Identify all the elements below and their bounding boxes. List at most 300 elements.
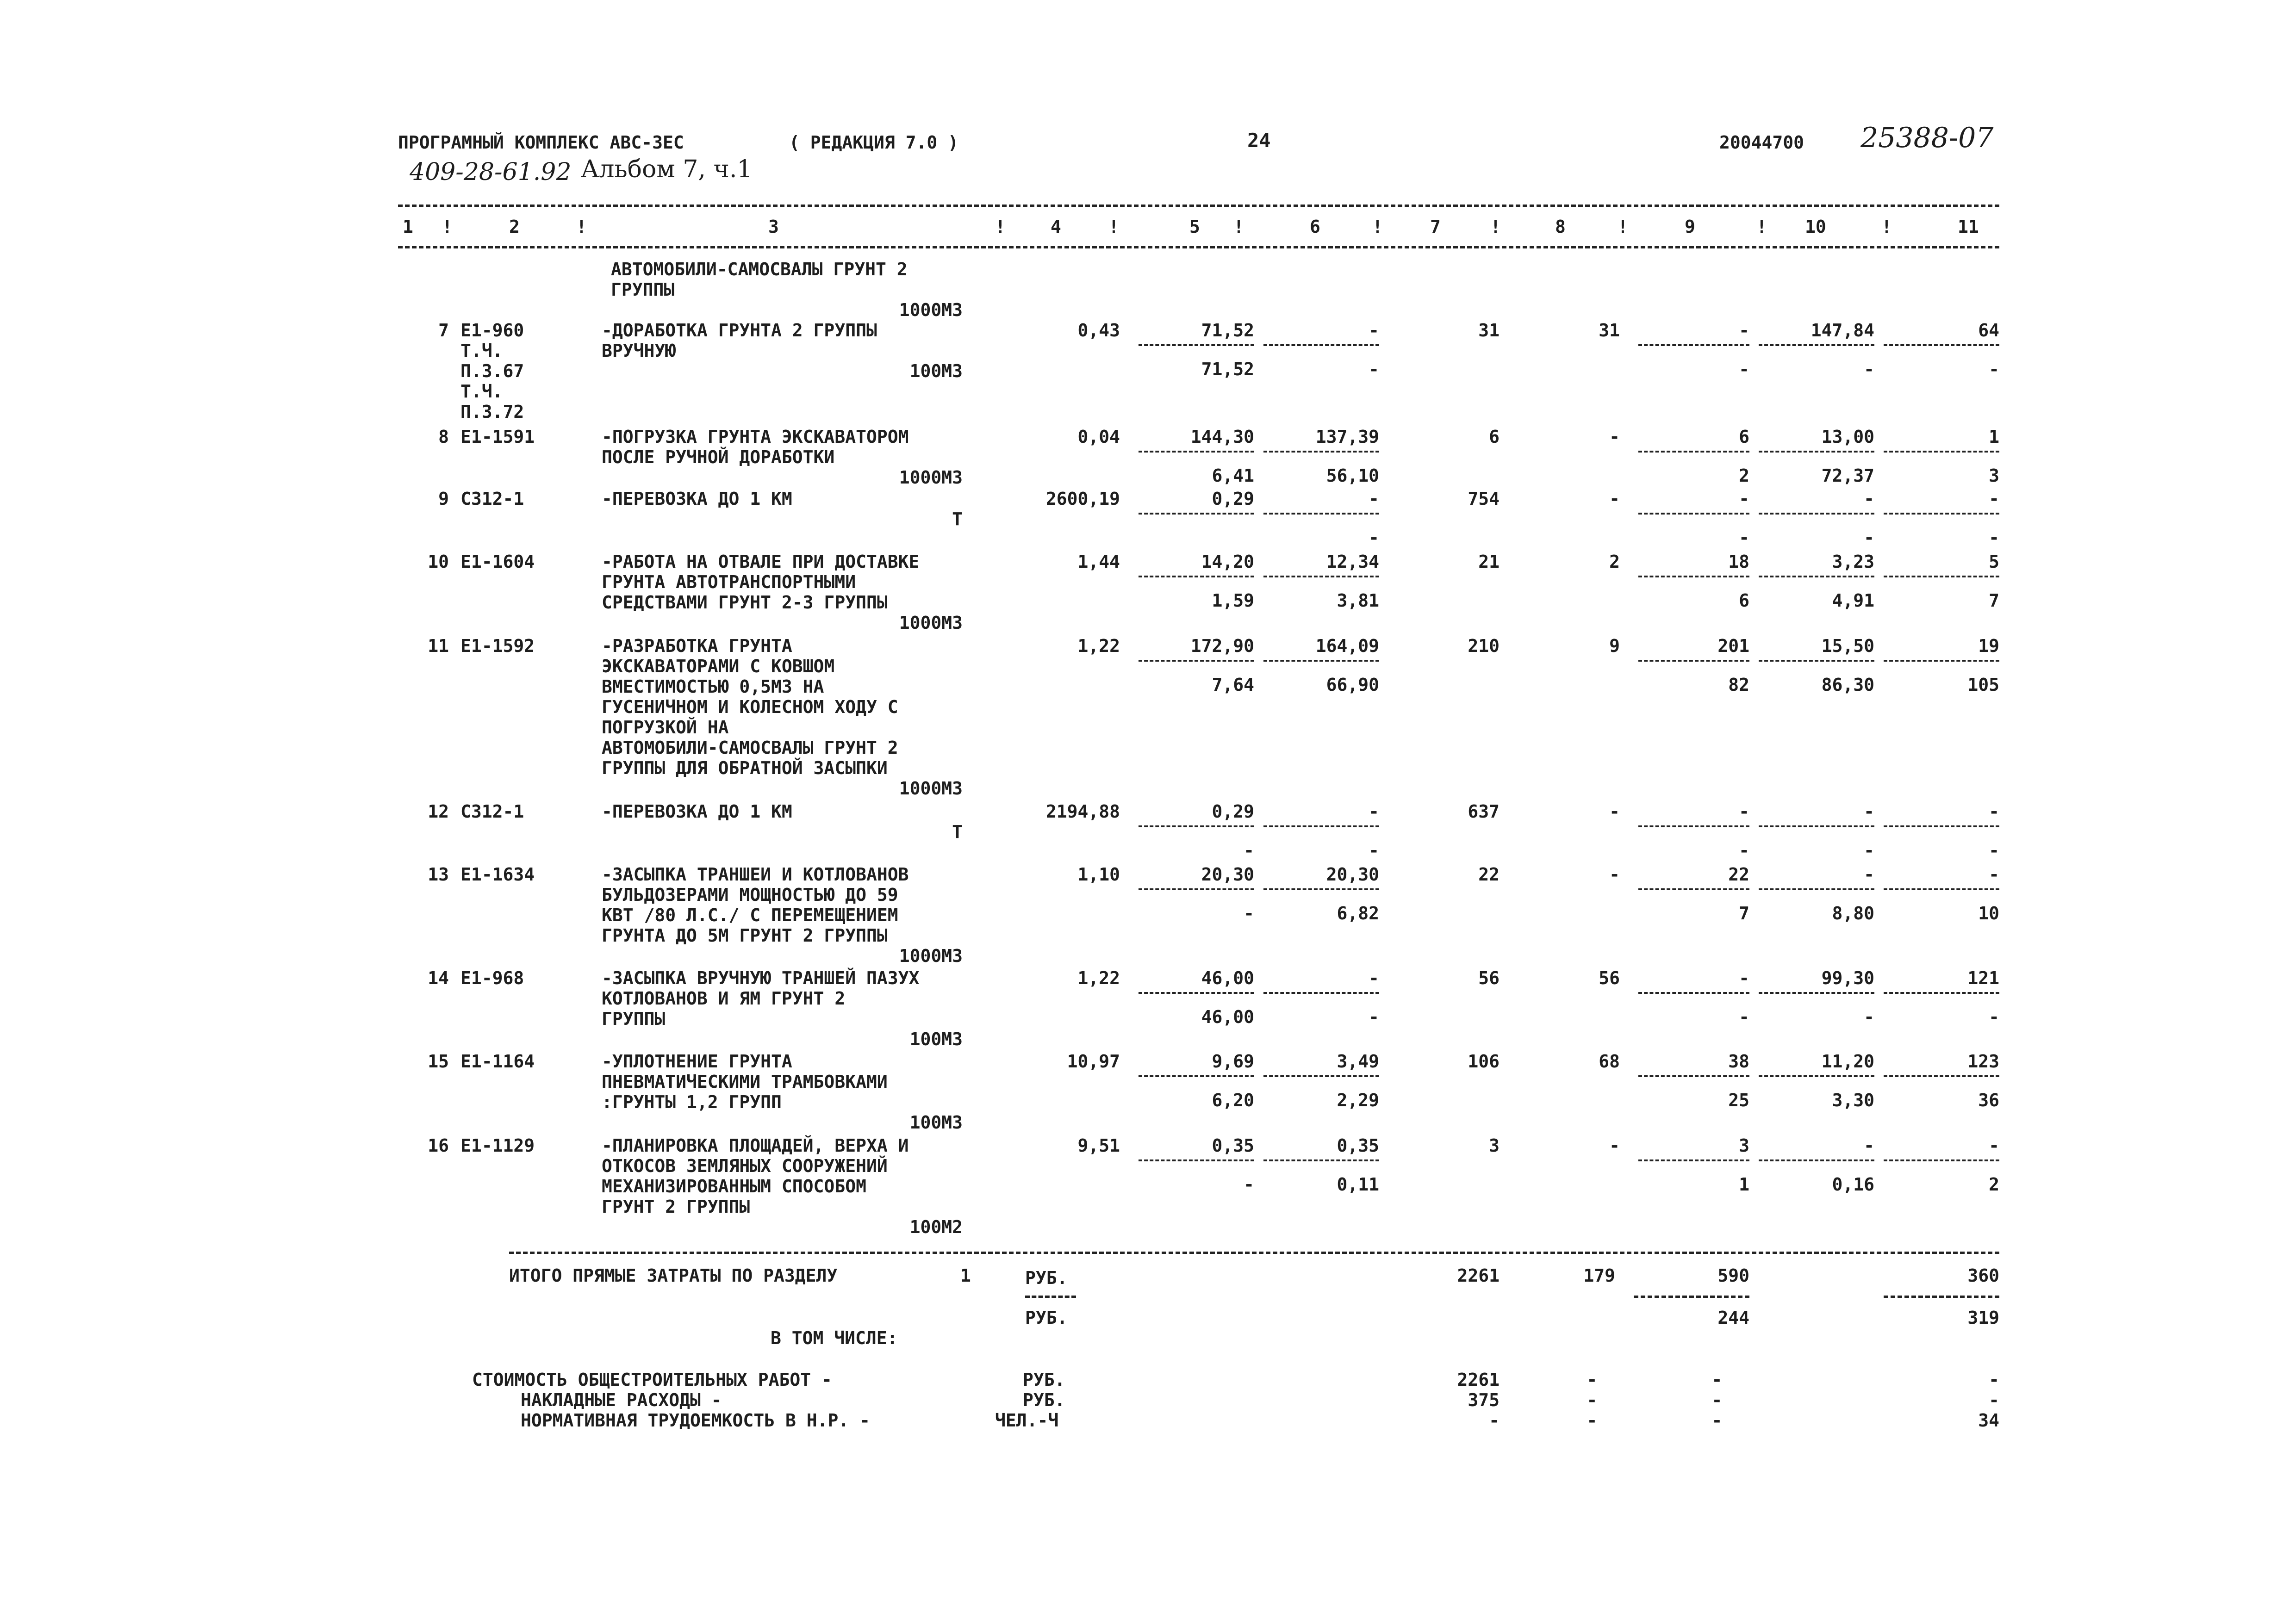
summary-unit-2: РУБ.	[1023, 1390, 1065, 1410]
row-separator-c5	[1139, 1159, 1254, 1161]
col9-bottom: -	[1739, 840, 1749, 861]
row-separator-c6	[1263, 825, 1379, 827]
col11-top: -	[1989, 864, 1999, 885]
col9-top: 38	[1728, 1051, 1749, 1072]
col11-bottom: 36	[1978, 1090, 1999, 1110]
col10-top: -	[1864, 1135, 1874, 1156]
col9-bottom: 7	[1739, 903, 1749, 924]
column-number: 8	[1555, 217, 1566, 237]
col8-value: -	[1609, 489, 1620, 509]
row-code: Е1-1591	[460, 427, 535, 447]
row-separator-c5	[1139, 992, 1254, 994]
row-code: Т.Ч.	[460, 341, 503, 361]
row-separator-c9	[1638, 344, 1749, 346]
row-unit: 1000М3	[899, 300, 963, 320]
col6-bottom: 6,82	[1337, 903, 1379, 924]
col6-top: 0,35	[1337, 1135, 1379, 1156]
col10-bottom: 86,30	[1821, 675, 1874, 695]
row-description: ВМЕСТИМОСТЬЮ 0,5М3 НА	[602, 676, 824, 697]
totals-rule	[509, 1252, 1999, 1254]
intro-line: ГРУППЫ	[611, 279, 675, 300]
row-unit: 1000М3	[899, 778, 963, 799]
col11-bottom: 2	[1989, 1174, 1999, 1195]
col11-top: 19	[1978, 636, 1999, 656]
column-separator: !	[1756, 217, 1767, 237]
col5-top: 9,69	[1212, 1051, 1254, 1072]
col6-bottom: 2,29	[1337, 1090, 1379, 1110]
row-number: 10	[428, 552, 449, 572]
row-unit: 100М3	[909, 1029, 963, 1049]
col7-value: 6	[1489, 427, 1500, 447]
row-code: Е1-1164	[460, 1051, 535, 1072]
col8-value: 31	[1599, 320, 1620, 341]
col8-value: 68	[1599, 1051, 1620, 1072]
col4-value: 1,10	[1077, 864, 1120, 885]
summary-col8-3: -	[1587, 1410, 1598, 1431]
page-number: 24	[1247, 129, 1271, 152]
header-rule-top	[398, 205, 1999, 207]
row-unit: Т	[952, 509, 963, 529]
totals-col11-top: 360	[1967, 1265, 1999, 1286]
col6-top: 3,49	[1337, 1051, 1379, 1072]
column-number: 5	[1189, 217, 1200, 237]
row-code: Е1-1634	[460, 864, 535, 885]
column-separator: !	[995, 217, 1006, 237]
col10-top: 3,23	[1832, 552, 1874, 572]
col6-bottom: -	[1369, 1007, 1379, 1027]
col9-top: 6	[1739, 427, 1749, 447]
col6-top: -	[1369, 320, 1379, 341]
col4-value: 2600,19	[1045, 489, 1120, 509]
summary-col11-2: -	[1989, 1390, 1999, 1410]
document-code: 20044700	[1719, 132, 1804, 153]
row-separator-c5	[1139, 451, 1254, 453]
row-separator-c6	[1263, 1075, 1379, 1077]
row-description: :ГРУНТЫ 1,2 ГРУПП	[602, 1092, 782, 1112]
col9-top: 3	[1739, 1135, 1749, 1156]
col8-value: -	[1609, 427, 1620, 447]
col8-value: 9	[1609, 636, 1620, 656]
row-code: Е1-968	[460, 968, 524, 988]
col11-bottom: 105	[1967, 675, 1999, 695]
row-separator-c6	[1263, 888, 1379, 890]
totals-col9-top: 590	[1717, 1265, 1749, 1286]
summary-col8-2: -	[1587, 1390, 1598, 1410]
row-unit: 1000М3	[899, 613, 963, 633]
col11-bottom: 10	[1978, 903, 1999, 924]
intro-line: АВТОМОБИЛИ-САМОСВАЛЫ ГРУНТ 2	[611, 259, 908, 279]
row-code: П.3.67	[460, 361, 524, 381]
col11-top: 5	[1989, 552, 1999, 572]
col4-value: 0,04	[1077, 427, 1120, 447]
col10-bottom: -	[1864, 840, 1874, 861]
col11-top: 64	[1978, 320, 1999, 341]
row-code: Е1-960	[460, 320, 524, 341]
row-separator-c9	[1638, 451, 1749, 453]
col7-value: 210	[1468, 636, 1500, 656]
row-separator-c5	[1139, 576, 1254, 577]
row-number: 16	[428, 1135, 449, 1156]
row-separator-c11	[1884, 451, 1999, 453]
row-separator-c10	[1759, 451, 1874, 453]
col9-top: 201	[1717, 636, 1749, 656]
col4-value: 1,44	[1077, 552, 1120, 572]
row-separator-c9	[1638, 825, 1749, 827]
col6-bottom: 56,10	[1326, 465, 1379, 486]
album-label: Альбом 7, ч.1	[581, 155, 753, 183]
row-separator-c5	[1139, 888, 1254, 890]
col7-value: 754	[1468, 489, 1500, 509]
row-number: 12	[428, 801, 449, 822]
col7-value: 31	[1478, 320, 1500, 341]
row-description: -РАЗРАБОТКА ГРУНТА	[602, 636, 792, 656]
row-separator-c6	[1263, 344, 1379, 346]
row-separator-c9	[1638, 992, 1749, 994]
col9-bottom: -	[1739, 1007, 1749, 1027]
column-number: 7	[1430, 217, 1441, 237]
row-number: 9	[438, 489, 449, 509]
column-separator: !	[576, 217, 587, 237]
col6-bottom: -	[1369, 840, 1379, 861]
totals-col8: 179	[1583, 1265, 1615, 1286]
totals-unit-2: РУБ.	[1025, 1308, 1068, 1328]
program-title: ПРОГРАМНЫЙ КОМПЛЕКС АВС-ЗЕС	[398, 132, 684, 153]
row-unit: 100М3	[909, 1112, 963, 1133]
col5-bottom: -	[1244, 840, 1254, 861]
summary-col11-1: -	[1989, 1370, 1999, 1390]
col6-top: 137,39	[1315, 427, 1379, 447]
col5-bottom: 6,20	[1212, 1090, 1254, 1110]
column-number: 11	[1958, 217, 1979, 237]
row-separator-c9	[1638, 888, 1749, 890]
col4-value: 10,97	[1067, 1051, 1120, 1072]
row-separator-c11	[1884, 576, 1999, 577]
row-description: АВТОМОБИЛИ-САМОСВАЛЫ ГРУНТ 2	[602, 738, 898, 758]
row-code: П.3.72	[460, 402, 524, 422]
col4-value: 1,22	[1077, 636, 1120, 656]
col6-top: -	[1369, 801, 1379, 822]
summary-label-2: НАКЛАДНЫЕ РАСХОДЫ -	[521, 1390, 722, 1410]
col11-top: 121	[1967, 968, 1999, 988]
row-description: -ДОРАБОТКА ГРУНТА 2 ГРУППЫ	[602, 320, 877, 341]
summary-col8-1: -	[1587, 1370, 1598, 1390]
totals-label: ИТОГО ПРЯМЫЕ ЗАТРАТЫ ПО РАЗДЕЛУ	[509, 1265, 838, 1286]
col5-bottom: 71,52	[1201, 359, 1254, 379]
document-number: 25388-07	[1860, 122, 1994, 154]
col10-top: 11,20	[1821, 1051, 1874, 1072]
col11-top: -	[1989, 801, 1999, 822]
row-separator-c9	[1638, 576, 1749, 577]
col4-value: 9,51	[1077, 1135, 1120, 1156]
col7-value: 637	[1468, 801, 1500, 822]
row-separator-c9	[1638, 513, 1749, 515]
col5-top: 144,30	[1190, 427, 1254, 447]
col10-bottom: -	[1864, 359, 1874, 379]
col5-top: 0,35	[1212, 1135, 1254, 1156]
col7-value: 56	[1478, 968, 1500, 988]
row-separator-c5	[1139, 660, 1254, 662]
header-rule-bottom	[398, 246, 1999, 248]
column-number: 6	[1310, 217, 1320, 237]
col5-top: 71,52	[1201, 320, 1254, 341]
row-code: Е1-1592	[460, 636, 535, 656]
row-unit: 1000М3	[899, 946, 963, 966]
summary-col7-3: -	[1489, 1410, 1500, 1431]
row-description: ПОСЛЕ РУЧНОЙ ДОРАБОТКИ	[602, 447, 835, 467]
summary-col9-1: -	[1711, 1370, 1723, 1390]
totals-col9-bottom: 244	[1717, 1308, 1749, 1328]
col6-bottom: -	[1369, 527, 1379, 548]
row-separator-c10	[1759, 1075, 1874, 1077]
row-description: ГУСЕНИЧНОМ И КОЛЕСНОМ ХОДУ С	[602, 697, 898, 717]
row-separator-c11	[1884, 825, 1999, 827]
row-code: Т.Ч.	[460, 381, 503, 402]
row-number: 15	[428, 1051, 449, 1072]
row-description: -ПЛАНИРОВКА ПЛОЩАДЕЙ, ВЕРХА И	[602, 1135, 909, 1156]
edition-label: ( РЕДАКЦИЯ 7.0 )	[789, 132, 959, 153]
col11-bottom: 7	[1989, 590, 1999, 611]
row-description: -ЗАСЫПКА ТРАНШЕИ И КОТЛОВАНОВ	[602, 864, 909, 885]
row-separator-c6	[1263, 992, 1379, 994]
row-description: ГРУППЫ ДЛЯ ОБРАТНОЙ ЗАСЫПКИ	[602, 758, 888, 778]
summary-col11-3: 34	[1978, 1410, 1999, 1431]
row-separator-c11	[1884, 992, 1999, 994]
row-separator-c5	[1139, 825, 1254, 827]
row-number: 14	[428, 968, 449, 988]
project-number: 409-28-61.92	[410, 158, 572, 186]
row-separator-c9	[1638, 1075, 1749, 1077]
col8-value: 56	[1599, 968, 1620, 988]
col5-bottom: 6,41	[1212, 465, 1254, 486]
col10-top: 147,84	[1811, 320, 1874, 341]
summary-unit-3: ЧЕЛ.-Ч	[995, 1410, 1059, 1431]
col4-value: 2194,88	[1045, 801, 1120, 822]
column-number: 1	[403, 217, 413, 237]
row-separator-c11	[1884, 513, 1999, 515]
col5-top: 46,00	[1201, 968, 1254, 988]
totals-unit-1: РУБ.	[1025, 1268, 1068, 1288]
col5-top: 20,30	[1201, 864, 1254, 885]
col10-top: -	[1864, 864, 1874, 885]
row-number: 13	[428, 864, 449, 885]
col9-bottom: -	[1739, 359, 1749, 379]
totals-sep-col11	[1884, 1296, 1999, 1298]
column-number: 10	[1805, 217, 1826, 237]
col4-value: 1,22	[1077, 968, 1120, 988]
totals-col11-bottom: 319	[1967, 1308, 1999, 1328]
col9-top: -	[1739, 968, 1749, 988]
col8-value: -	[1609, 1135, 1620, 1156]
row-separator-c11	[1884, 344, 1999, 346]
col7-value: 106	[1468, 1051, 1500, 1072]
totals-sep-col9	[1634, 1296, 1749, 1298]
column-separator: !	[1490, 217, 1501, 237]
row-separator-c11	[1884, 1075, 1999, 1077]
column-separator: !	[1881, 217, 1892, 237]
row-separator-c6	[1263, 576, 1379, 577]
row-separator-c10	[1759, 1159, 1874, 1161]
col9-bottom: 6	[1739, 590, 1749, 611]
row-description: БУЛЬДОЗЕРАМИ МОЩНОСТЬЮ ДО 59	[602, 885, 898, 905]
column-separator: !	[1233, 217, 1244, 237]
row-number: 11	[428, 636, 449, 656]
col5-top: 0,29	[1212, 801, 1254, 822]
row-code: Е1-1604	[460, 552, 535, 572]
col5-top: 0,29	[1212, 489, 1254, 509]
col6-bottom: 66,90	[1326, 675, 1379, 695]
column-separator: !	[1372, 217, 1383, 237]
col9-bottom: 82	[1728, 675, 1749, 695]
col6-top: -	[1369, 968, 1379, 988]
col9-bottom: 1	[1739, 1174, 1749, 1195]
row-separator-c10	[1759, 992, 1874, 994]
row-code: С312-1	[460, 801, 524, 822]
column-number: 3	[768, 217, 779, 237]
column-separator: !	[1108, 217, 1119, 237]
row-separator-c6	[1263, 451, 1379, 453]
col6-top: 20,30	[1326, 864, 1379, 885]
col11-bottom: 3	[1989, 465, 1999, 486]
row-description: ГРУНТА АВТОТРАНСПОРТНЫМИ	[602, 572, 856, 592]
row-description: ПОГРУЗКОЙ НА	[602, 717, 729, 738]
row-separator-c11	[1884, 1159, 1999, 1161]
row-separator-c6	[1263, 660, 1379, 662]
col5-bottom: -	[1244, 1174, 1254, 1195]
row-unit: 100М3	[909, 361, 963, 381]
row-description: КВТ /80 Л.С./ С ПЕРЕМЕЩЕНИЕМ	[602, 905, 898, 925]
col9-bottom: -	[1739, 527, 1749, 548]
col10-top: 15,50	[1821, 636, 1874, 656]
col10-bottom: 3,30	[1832, 1090, 1874, 1110]
summary-col9-3: -	[1711, 1410, 1723, 1431]
col9-top: -	[1739, 489, 1749, 509]
row-separator-c10	[1759, 576, 1874, 577]
row-separator-c5	[1139, 344, 1254, 346]
col6-bottom: 3,81	[1337, 590, 1379, 611]
row-separator-c11	[1884, 660, 1999, 662]
col11-bottom: -	[1989, 359, 1999, 379]
row-description: ГРУНТ 2 ГРУППЫ	[602, 1197, 750, 1217]
row-unit: 1000М3	[899, 467, 963, 488]
row-separator-c10	[1759, 660, 1874, 662]
col10-top: 13,00	[1821, 427, 1874, 447]
col8-value: -	[1609, 801, 1620, 822]
col10-bottom: 4,91	[1832, 590, 1874, 611]
col7-value: 22	[1478, 864, 1500, 885]
col9-bottom: 2	[1739, 465, 1749, 486]
col7-value: 3	[1489, 1135, 1500, 1156]
row-description: СРЕДСТВАМИ ГРУНТ 2-3 ГРУППЫ	[602, 592, 888, 613]
row-description: МЕХАНИЗИРОВАННЫМ СПОСОБОМ	[602, 1176, 866, 1197]
row-separator-c9	[1638, 1159, 1749, 1161]
column-number: 9	[1685, 217, 1695, 237]
row-separator-c6	[1263, 1159, 1379, 1161]
row-description: ПНЕВМАТИЧЕСКИМИ ТРАМБОВКАМИ	[602, 1072, 888, 1092]
col5-bottom: 1,59	[1212, 590, 1254, 611]
col9-top: 18	[1728, 552, 1749, 572]
col11-bottom: -	[1989, 1007, 1999, 1027]
totals-section: 1	[960, 1265, 971, 1286]
row-separator-c5	[1139, 513, 1254, 515]
column-number: 2	[509, 217, 520, 237]
summary-col9-2: -	[1711, 1390, 1723, 1410]
col6-top: 164,09	[1315, 636, 1379, 656]
col4-value: 0,43	[1077, 320, 1120, 341]
row-description: -РАБОТА НА ОТВАЛЕ ПРИ ДОСТАВКЕ	[602, 552, 920, 572]
row-number: 7	[438, 320, 449, 341]
col6-top: -	[1369, 489, 1379, 509]
col10-bottom: -	[1864, 1007, 1874, 1027]
summary-label-3: НОРМАТИВНАЯ ТРУДОЕМКОСТЬ В Н.Р. -	[521, 1410, 870, 1431]
col11-bottom: -	[1989, 840, 1999, 861]
col9-top: -	[1739, 801, 1749, 822]
col6-bottom: 0,11	[1337, 1174, 1379, 1195]
col11-bottom: -	[1989, 527, 1999, 548]
row-separator-c6	[1263, 513, 1379, 515]
col10-bottom: 72,37	[1821, 465, 1874, 486]
col10-bottom: -	[1864, 527, 1874, 548]
row-description: КОТЛОВАНОВ И ЯМ ГРУНТ 2	[602, 988, 846, 1009]
summary-label-1: СТОИМОСТЬ ОБЩЕСТРОИТЕЛЬНЫХ РАБОТ -	[472, 1370, 832, 1390]
row-code: Е1-1129	[460, 1135, 535, 1156]
column-separator: !	[442, 217, 453, 237]
col6-bottom: -	[1369, 359, 1379, 379]
col10-top: -	[1864, 801, 1874, 822]
col10-bottom: 8,80	[1832, 903, 1874, 924]
row-unit: 100М2	[909, 1217, 963, 1237]
row-description: ВРУЧНУЮ	[602, 341, 676, 361]
col9-bottom: 25	[1728, 1090, 1749, 1110]
summary-col7-1: 2261	[1457, 1370, 1500, 1390]
col6-top: 12,34	[1326, 552, 1379, 572]
row-number: 8	[438, 427, 449, 447]
col7-value: 21	[1478, 552, 1500, 572]
row-separator-c5	[1139, 1075, 1254, 1077]
col10-top: -	[1864, 489, 1874, 509]
including-label: В ТОМ ЧИСЛЕ:	[771, 1328, 898, 1348]
col5-top: 172,90	[1190, 636, 1254, 656]
row-separator-c9	[1638, 660, 1749, 662]
col9-top: 22	[1728, 864, 1749, 885]
row-separator-c11	[1884, 888, 1999, 890]
row-description: ЭКСКАВАТОРАМИ С КОВШОМ	[602, 656, 835, 676]
col5-bottom: 7,64	[1212, 675, 1254, 695]
row-description: -УПЛОТНЕНИЕ ГРУНТА	[602, 1051, 792, 1072]
col10-bottom: 0,16	[1832, 1174, 1874, 1195]
col10-top: 99,30	[1821, 968, 1874, 988]
column-separator: !	[1618, 217, 1628, 237]
col11-top: -	[1989, 489, 1999, 509]
row-unit: Т	[952, 822, 963, 842]
col11-top: 123	[1967, 1051, 1999, 1072]
row-separator-c10	[1759, 513, 1874, 515]
column-number: 4	[1051, 217, 1061, 237]
row-separator-c10	[1759, 825, 1874, 827]
summary-col7-2: 375	[1468, 1390, 1500, 1410]
col8-value: 2	[1609, 552, 1620, 572]
col11-top: -	[1989, 1135, 1999, 1156]
col5-top: 14,20	[1201, 552, 1254, 572]
row-description: ОТКОСОВ ЗЕМЛЯНЫХ СООРУЖЕНИЙ	[602, 1156, 888, 1176]
row-separator-c10	[1759, 344, 1874, 346]
row-description: ГРУНТА ДО 5М ГРУНТ 2 ГРУППЫ	[602, 925, 888, 946]
row-description: ГРУППЫ	[602, 1009, 666, 1029]
col9-top: -	[1739, 320, 1749, 341]
row-description: -ПЕРЕВОЗКА ДО 1 КМ	[602, 489, 792, 509]
col8-value: -	[1609, 864, 1620, 885]
row-description: -ЗАСЫПКА ВРУЧНУЮ ТРАНШЕЙ ПАЗУХ	[602, 968, 920, 988]
row-description: -ПЕРЕВОЗКА ДО 1 КМ	[602, 801, 792, 822]
